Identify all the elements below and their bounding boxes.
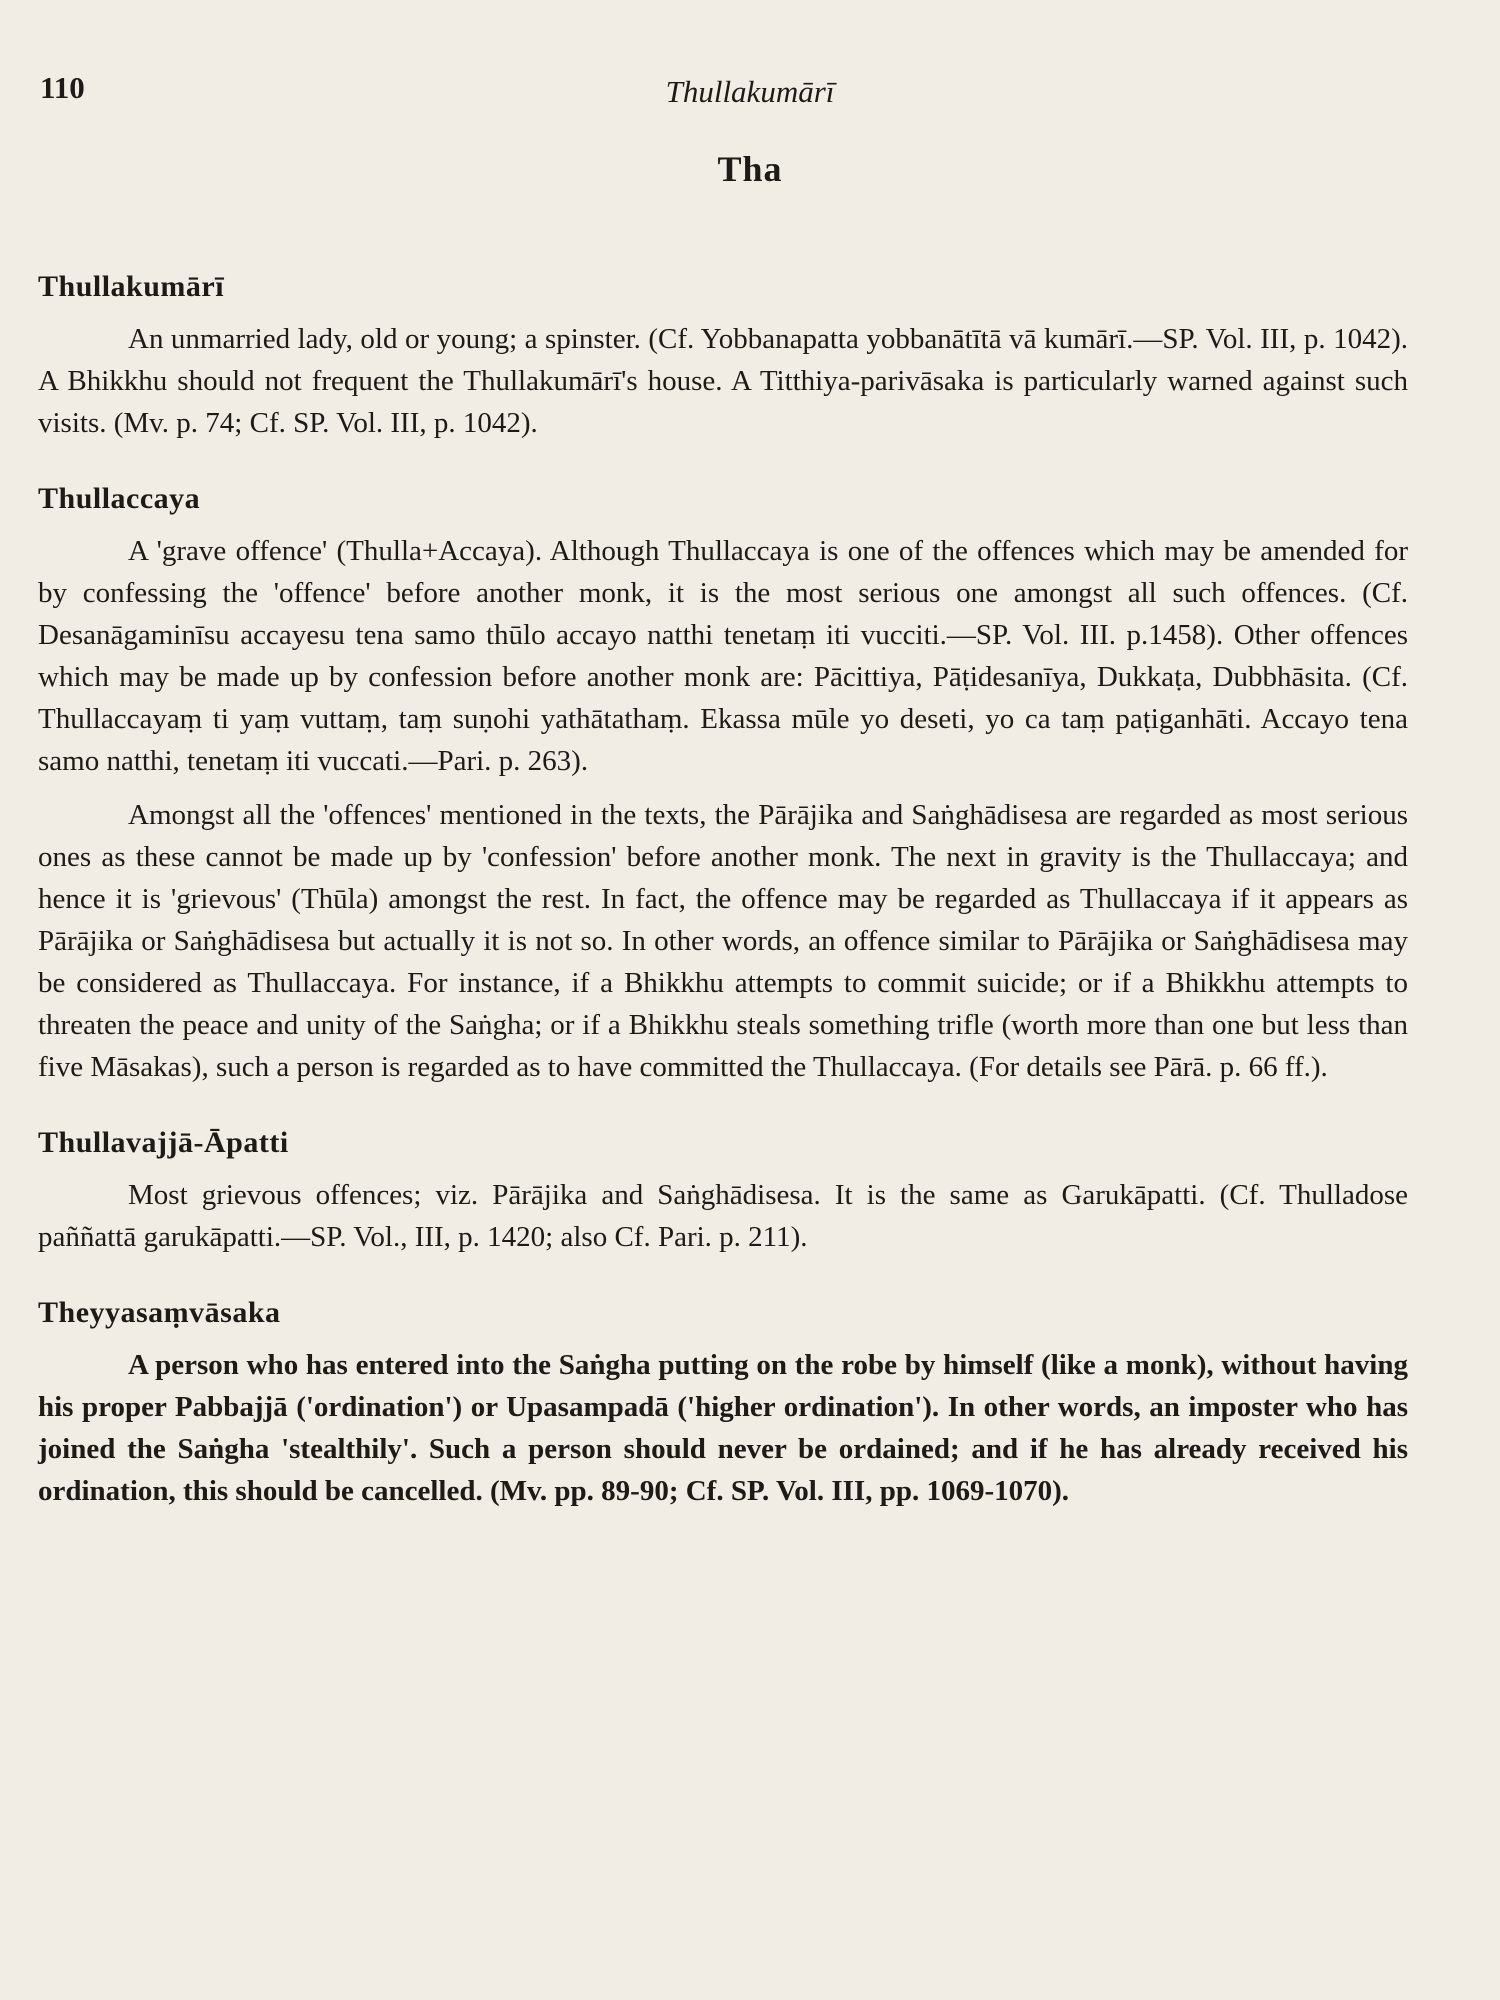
entry-thullaccaya bbox=[38, 482, 1408, 1088]
entry-paragraph: A person who has entered into the Saṅgha putting on the robe by himself (like a monk), without having his proper Pabbajjā ('ordination') or Upasampadā ('higher ordination'). In other words, an imposter who has joined the Saṅgha 'stealthily'. Such a person should never be ordained; and if he has already received his ordination, this should be cancelled. (Mv. pp. 89-90; Cf. SP. Vol. III, pp. 1069-1070). bbox=[38, 1349, 1408, 1507]
entry-paragraph: A 'grave offence' (Thulla+Accaya). Although Thullaccaya is one of the offences which may be amended for by confessing the 'offence' before another monk, it is the most serious one amongst all such offences. (Cf. Desanāgaminīsu accayesu tena samo thūlo accayo natthi tenetaṃ iti vucciti.—SP. Vol. III. p.1458). Other offences which may be made up by confession before another monk are: Pācittiya, Pāṭidesanīya, Dukkaṭa, Dubbhāsita. (Cf. Thullaccayaṃ ti yaṃ vuttaṃ, taṃ suṇohi yathātathaṃ. Ekassa mūle yo deseti, yo ca taṃ paṭiganhāti. Accayo tena samo natthi, tenetaṃ iti vuccati.—Pari. p. 263). bbox=[38, 535, 1408, 777]
entry-thullakumari bbox=[38, 270, 1408, 444]
entry-paragraph: An unmarried lady, old or young; a spinster. (Cf. Yobbanapatta yobbanātītā vā kumārī.—SP. Vol. III, p. 1042). A Bhikkhu should not frequent the Thullakumārī's house. A Titthiya-parivāsaka is particularly warned against such visits. (Mv. p. 74; Cf. SP. Vol. III, p. 1042). bbox=[38, 323, 1408, 439]
headword: Thullaccaya bbox=[38, 482, 201, 515]
entries-list bbox=[38, 270, 1408, 1512]
page-number: 110 bbox=[40, 70, 85, 105]
entry-paragraph: Amongst all the 'offences' mentioned in the texts, the Pārājika and Saṅghādisesa are regarded as most serious ones as these cannot be made up by 'confession' before another monk. The next in gravity is the Thullaccaya; and hence it is 'grievous' (Thūla) amongst the rest. In fact, the offence may be regarded as Thullaccaya if it appears as Pārājika or Saṅghādisesa but actually it is not so. In other words, an offence similar to Pārājika or Saṅghādisesa may be considered as Thullaccaya. For instance, if a Bhikkhu attempts to commit suicide; or if a Bhikkhu attempts to threaten the peace and unity of the Saṅgha; or if a Bhikkhu steals something trifle (worth more than one but less than five Māsakas), such a person is regarded as to have committed the Thullaccaya. (For details see Pārā. p. 66 ff.). bbox=[38, 799, 1408, 1083]
running-head: Thullakumārī bbox=[665, 74, 835, 109]
headword: Theyyasaṃvāsaka bbox=[38, 1296, 281, 1329]
headword: Thullavajjā-Āpatti bbox=[38, 1126, 289, 1159]
headword: Thullakumārī bbox=[38, 270, 225, 303]
entry-paragraph: Most grievous offences; viz. Pārājika and Saṅghādisesa. It is the same as Garukāpatti. (Cf. Thulladose paññattā garukāpatti.—SP. Vol., III, p. 1420; also Cf. Pari. p. 211). bbox=[38, 1179, 1408, 1253]
section-title: Tha bbox=[717, 149, 783, 189]
entry-theyyasamvasaka bbox=[38, 1296, 1408, 1512]
entry-thullavajja-apatti bbox=[38, 1126, 1408, 1258]
